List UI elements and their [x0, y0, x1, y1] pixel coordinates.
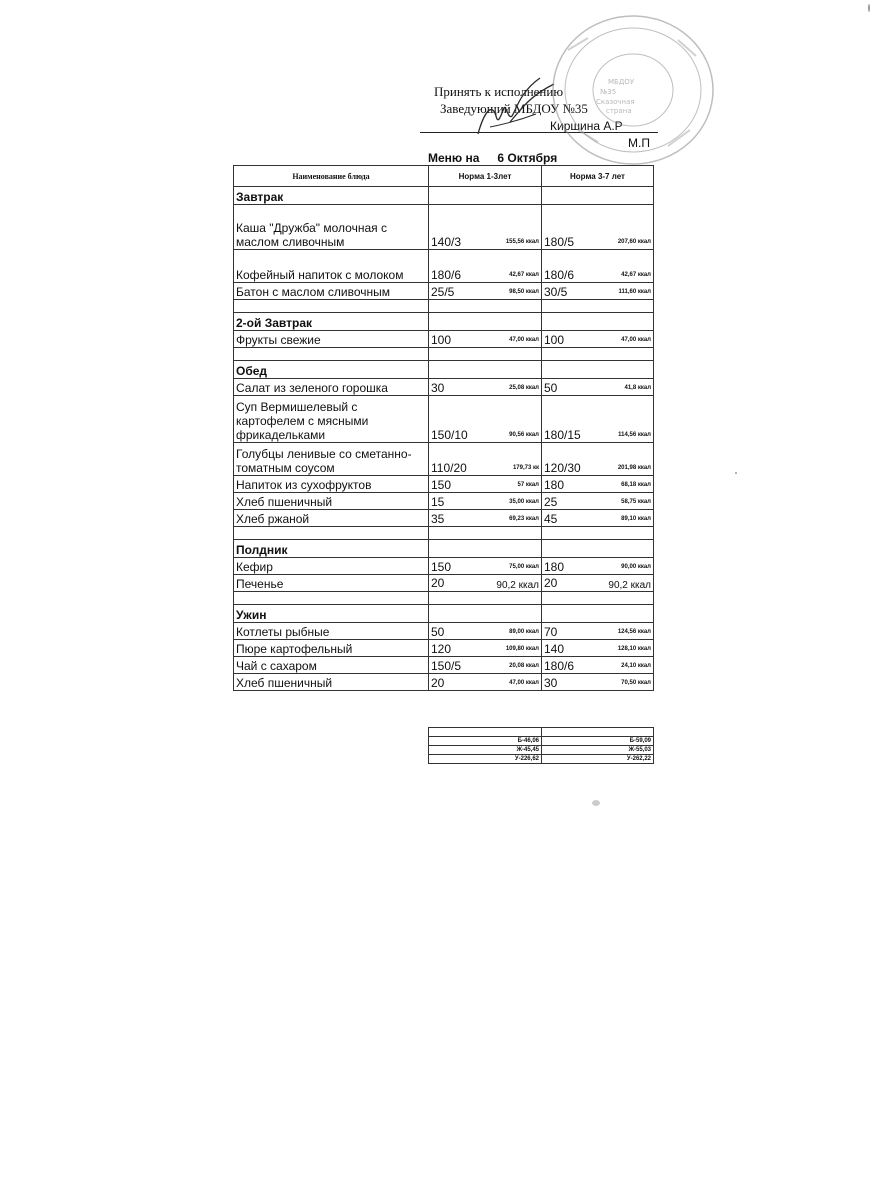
header-norm-3-7: Норма 3-7 лет — [542, 166, 654, 187]
section-title: Ужин — [234, 605, 429, 623]
portion: 150 — [431, 478, 452, 492]
norm-3-7-cell — [542, 205, 654, 250]
menu-title-prefix: Меню на — [428, 151, 480, 165]
table-row — [234, 640, 654, 657]
kcal: 90,56 ккал — [509, 432, 539, 438]
nutrition-totals-table — [428, 727, 654, 764]
kcal: 90,00 ккал — [621, 564, 651, 570]
kcal: 201,98 ккал — [617, 465, 651, 471]
dish-name: Чай с сахаром — [234, 657, 429, 674]
portion: 50 — [431, 625, 445, 639]
norm-3-7-cell — [542, 623, 654, 640]
kcal: 47,00 ккал — [509, 680, 539, 686]
svg-text:страна: страна — [606, 107, 632, 115]
norm-3-7-cell — [542, 476, 654, 493]
portion: 100 — [431, 333, 452, 347]
table-row — [234, 205, 654, 250]
portion: 180 — [544, 560, 565, 574]
total-value: Б-59,09 — [542, 737, 654, 746]
norm-1-3-cell — [429, 657, 542, 674]
norm-3-7-cell — [542, 493, 654, 510]
table-row — [234, 558, 654, 575]
total-value: У-262,22 — [542, 755, 654, 764]
table-row — [234, 657, 654, 674]
portion: 150/5 — [431, 659, 462, 673]
total-value: У-226,62 — [429, 755, 542, 764]
svg-text:№35: №35 — [600, 88, 617, 96]
norm-1-3-cell — [429, 205, 542, 250]
norm-3-7-cell — [542, 558, 654, 575]
portion: 180/6 — [431, 268, 462, 282]
table-row — [234, 510, 654, 527]
norm-1-3-cell — [429, 558, 542, 575]
dish-name: Каша "Дружба" молочная с маслом сливочным — [234, 205, 429, 250]
section-row-second-breakfast — [234, 313, 654, 331]
kcal: 68,18 ккал — [621, 482, 651, 488]
section-title: 2-ой Завтрак — [234, 313, 429, 331]
norm-1-3-cell — [429, 283, 542, 300]
table-row — [234, 250, 654, 283]
dish-name: Хлеб ржаной — [234, 510, 429, 527]
dish-name: Салат из зеленого горошка — [234, 379, 429, 396]
portion: 180/6 — [544, 268, 575, 282]
table-row — [234, 623, 654, 640]
norm-3-7-cell — [542, 283, 654, 300]
dish-name: Хлеб пшеничный — [234, 674, 429, 691]
norm-1-3-cell — [429, 640, 542, 657]
dish-name: Фрукты свежие — [234, 331, 429, 348]
norm-1-3-cell — [429, 331, 542, 348]
portion: 30 — [431, 381, 445, 395]
dish-name: Батон с маслом сливочным — [234, 283, 429, 300]
section-row-dinner — [234, 605, 654, 623]
portion: 15 — [431, 495, 445, 509]
section-row-breakfast — [234, 187, 654, 205]
table-row — [234, 396, 654, 443]
kcal: 42,67 ккал — [621, 272, 651, 278]
portion: 150/10 — [431, 428, 468, 442]
kcal: 57 ккал — [517, 482, 539, 488]
approval-line-accept: Принять к исполнению — [434, 84, 564, 99]
total-value: Б-46,06 — [429, 737, 542, 746]
kcal: 69,23 ккал — [509, 516, 539, 522]
kcal: 155,56 ккал — [505, 239, 539, 245]
portion: 35 — [431, 512, 445, 526]
dish-name: Хлеб пшеничный — [234, 493, 429, 510]
portion: 120/30 — [544, 461, 581, 475]
approval-line-head: Заведующий МБДОУ №35 — [440, 101, 588, 116]
menu-title — [428, 151, 557, 165]
norm-1-3-cell — [429, 443, 542, 476]
kcal: 24,10 ккал — [621, 663, 651, 669]
portion: 150 — [431, 560, 452, 574]
table-row — [234, 331, 654, 348]
norm-1-3-cell — [429, 510, 542, 527]
norm-3-7-cell — [542, 510, 654, 527]
kcal: 35,00 ккал — [509, 499, 539, 505]
scan-speck — [868, 4, 870, 12]
portion: 30 — [544, 676, 558, 690]
norm-3-7-cell — [542, 250, 654, 283]
section-title: Обед — [234, 361, 429, 379]
portion: 70 — [544, 625, 558, 639]
table-row — [234, 575, 654, 592]
portion: 20 — [431, 676, 445, 690]
portion: 50 — [544, 381, 558, 395]
header-norm-1-3: Норма 1-3лет — [429, 166, 542, 187]
norm-3-7-cell — [542, 396, 654, 443]
portion: 180 — [544, 478, 565, 492]
norm-3-7-cell — [542, 379, 654, 396]
kcal: 25,08 ккал — [509, 385, 539, 391]
signer-name: Киршина А.Р — [550, 119, 623, 133]
kcal: 114,56 ккал — [618, 432, 651, 438]
section-row-lunch — [234, 361, 654, 379]
portion: 30/5 — [544, 285, 568, 299]
totals-row-fat — [429, 746, 654, 755]
empty-row — [234, 592, 654, 605]
table-row — [234, 674, 654, 691]
section-title: Полдник — [234, 540, 429, 558]
kcal: 111,60 ккал — [618, 289, 651, 295]
kcal: 47,00 ккал — [509, 337, 539, 343]
table-row — [234, 493, 654, 510]
section-row-afternoon-snack — [234, 540, 654, 558]
norm-3-7-cell — [542, 640, 654, 657]
table-row — [234, 283, 654, 300]
portion: 180/15 — [544, 428, 581, 442]
norm-3-7-cell — [542, 657, 654, 674]
kcal: 109,80 ккал — [505, 646, 539, 652]
empty-row — [234, 300, 654, 313]
portion: 20 — [544, 576, 558, 590]
kcal: 75,00 ккал — [509, 564, 539, 570]
kcal: 42,67 ккал — [509, 272, 539, 278]
norm-1-3-cell — [429, 623, 542, 640]
kcal: 98,50 ккал — [509, 289, 539, 295]
portion: 180/6 — [544, 659, 575, 673]
empty-row — [234, 527, 654, 540]
scan-speck — [735, 472, 737, 474]
table-row — [234, 476, 654, 493]
table-row — [234, 443, 654, 476]
total-value: Ж-55,03 — [542, 746, 654, 755]
svg-text:Сказочная: Сказочная — [596, 98, 635, 106]
section-title: Завтрак — [234, 187, 429, 205]
norm-3-7-cell — [542, 674, 654, 691]
header-dish-name: Наименование блюда — [234, 166, 429, 187]
dish-name: Кефир — [234, 558, 429, 575]
norm-1-3-cell — [429, 575, 542, 592]
kcal: 90,2 ккал — [496, 580, 539, 591]
dish-name: Голубцы ленивые со сметанно-томатным соусом — [234, 443, 429, 476]
svg-text:МБДОУ: МБДОУ — [608, 78, 635, 86]
portion: 110/20 — [431, 461, 467, 475]
menu-date: 6 Октября — [497, 151, 558, 165]
norm-1-3-cell — [429, 250, 542, 283]
norm-1-3-cell — [429, 674, 542, 691]
portion: 25/5 — [431, 285, 455, 299]
norm-3-7-cell — [542, 443, 654, 476]
kcal: 207,60 ккал — [617, 239, 651, 245]
empty-row — [234, 348, 654, 361]
kcal: 89,00 ккал — [509, 629, 539, 635]
portion: 120 — [431, 642, 452, 656]
kcal: 128,10 ккал — [617, 646, 651, 652]
dish-name: Котлеты рыбные — [234, 623, 429, 640]
portion: 100 — [544, 333, 565, 347]
dish-name: Пюре картофельный — [234, 640, 429, 657]
table-header-row — [234, 166, 654, 187]
norm-1-3-cell — [429, 379, 542, 396]
handwritten-signature — [470, 72, 560, 142]
dish-name: Суп Вермишелевый с картофелем с мясными фрикадельками — [234, 396, 429, 443]
portion: 25 — [544, 495, 558, 509]
norm-3-7-cell — [542, 575, 654, 592]
portion: 45 — [544, 512, 558, 526]
kcal: 47,00 ккал — [621, 337, 651, 343]
norm-1-3-cell — [429, 493, 542, 510]
official-stamp — [548, 10, 718, 170]
menu-table — [233, 165, 654, 691]
kcal: 20,08 ккал — [509, 663, 539, 669]
kcal: 58,75 ккал — [621, 499, 651, 505]
dish-name: Напиток из сухофруктов — [234, 476, 429, 493]
kcal: 41,8 ккал — [624, 385, 651, 391]
norm-1-3-cell — [429, 396, 542, 443]
portion: 140 — [544, 642, 565, 656]
portion: 140/3 — [431, 235, 462, 249]
norm-3-7-cell — [542, 331, 654, 348]
kcal: 70,50 ккал — [621, 680, 651, 686]
dish-name: Кофейный напиток с молоком — [234, 250, 429, 283]
kcal: 124,56 ккал — [617, 629, 651, 635]
portion: 180/5 — [544, 235, 575, 249]
total-value: Ж-45,45 — [429, 746, 542, 755]
totals-row-carbs — [429, 755, 654, 764]
totals-spacer-row — [429, 728, 654, 737]
seal-place-label: М.П — [628, 136, 650, 150]
table-row — [234, 379, 654, 396]
norm-1-3-cell — [429, 476, 542, 493]
kcal: 89,10 ккал — [621, 516, 651, 522]
kcal: 90,2 ккал — [608, 580, 651, 591]
portion: 20 — [431, 576, 445, 590]
dish-name: Печенье — [234, 575, 429, 592]
kcal: 179,73 кк — [512, 465, 539, 471]
scan-speck — [592, 800, 600, 806]
totals-row-protein — [429, 737, 654, 746]
